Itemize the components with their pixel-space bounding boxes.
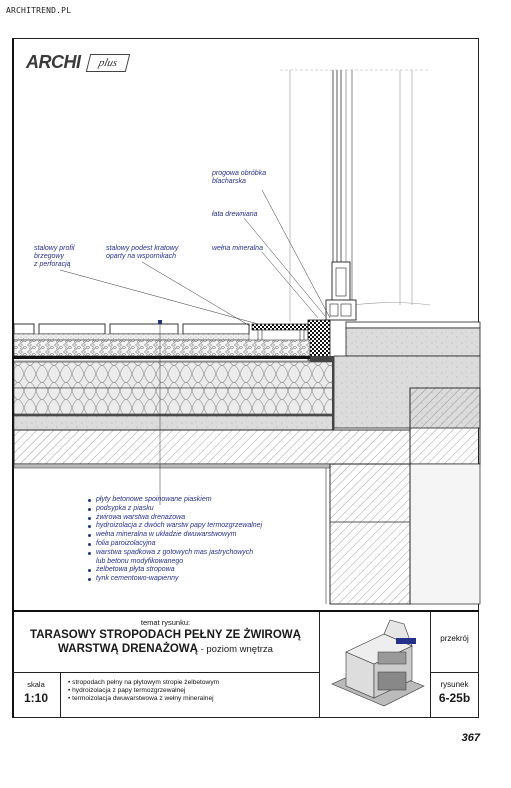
sand-bedding bbox=[14, 334, 249, 340]
legend-item: żelbetowa płyta stropowa bbox=[88, 566, 262, 575]
description-list bbox=[68, 679, 219, 703]
scale-value: 1:10 bbox=[23, 691, 49, 705]
label-line: blacharska bbox=[212, 178, 246, 185]
legend-item: wełna mineralna w układzie dwuwarstwowym bbox=[88, 531, 262, 540]
label-mineral-wool: wełna mineralna bbox=[212, 245, 263, 252]
drawing-title-line2 bbox=[12, 643, 319, 655]
label-line: oparty na wspornikach bbox=[106, 253, 177, 260]
legend-item: płyty betonowe spoinowane piaskiem bbox=[88, 496, 262, 505]
drawing-number-label: rysunek bbox=[440, 680, 469, 689]
description-item: • termoizolacja dwuwarstwowa z wełny mineralnej bbox=[68, 695, 214, 702]
site-watermark: ARCHITREND.PL bbox=[6, 6, 72, 15]
drawing-number-value: 6-25b bbox=[438, 691, 471, 705]
scale-label: skala bbox=[27, 680, 45, 689]
legend-item: hydroizolacja z dwóch warstw papy termozgrzewalnej bbox=[88, 522, 262, 531]
label-line: stalowy podest kratowy bbox=[106, 245, 179, 252]
label-timber-batten: łata drewniana bbox=[212, 211, 258, 218]
drawing-title-line1: TARASOWY STROPODACH PEŁNY ZE ŻWIROWĄ bbox=[30, 629, 301, 641]
description-item: • stropodach pełny na płytowym stropie żelbetowym bbox=[68, 679, 220, 686]
gravel-edge-strip bbox=[308, 320, 330, 360]
label-steel-grating bbox=[106, 245, 178, 261]
label-line: z perforacją bbox=[34, 261, 71, 268]
legend-item: podsypka z piasku bbox=[88, 505, 262, 514]
plaster-layer bbox=[14, 464, 330, 468]
label-steel-profile bbox=[34, 245, 74, 269]
gravel-drainage bbox=[14, 340, 310, 356]
waterproofing-membrane bbox=[14, 356, 332, 359]
threshold-sill bbox=[326, 300, 356, 320]
section-label: przekrój bbox=[440, 634, 469, 643]
description-item: • hydroizolacja z papy termozgrzewalnej bbox=[68, 687, 186, 694]
door-frame bbox=[280, 70, 430, 322]
title-suffix: - poziom wnętrza bbox=[197, 644, 273, 655]
interior-screed bbox=[346, 328, 480, 356]
title-block bbox=[12, 610, 479, 718]
reinforced-concrete-slab bbox=[14, 430, 410, 464]
label-line: brzegowy bbox=[34, 253, 64, 260]
logo-main: ARCHI bbox=[26, 52, 81, 72]
legend-item: warstwa spadkowa z gotowych mas jastrychowych bbox=[88, 549, 262, 558]
title-bold-part: WARSTWĄ DRENAŻOWĄ bbox=[58, 643, 198, 655]
rc-beam bbox=[410, 388, 480, 464]
mineral-wool-lower bbox=[14, 388, 334, 414]
logo-sub: plus bbox=[86, 54, 130, 72]
legend-item: żwirowa warstwa drenażowa bbox=[88, 514, 262, 523]
slope-screed bbox=[14, 416, 334, 430]
label-line: progowa obróbka bbox=[212, 170, 267, 177]
concrete-paving-slabs bbox=[14, 324, 249, 334]
layer-legend bbox=[88, 496, 262, 584]
topic-label: temat rysunku: bbox=[140, 618, 191, 627]
page-number: 367 bbox=[461, 732, 480, 744]
legend-item: lub betonu modyfikowanego bbox=[96, 557, 184, 565]
mineral-wool-upper bbox=[14, 362, 334, 388]
label-threshold-flashing bbox=[212, 170, 266, 186]
legend-item: folia paroizolacyjna bbox=[88, 540, 262, 549]
label-line: stalowy profil bbox=[34, 245, 75, 252]
isometric-thumbnail bbox=[324, 616, 426, 714]
steel-grating bbox=[252, 324, 310, 330]
legend-item: tynk cementowo-wapienny bbox=[88, 575, 262, 584]
interior-floor-finish bbox=[346, 322, 480, 328]
